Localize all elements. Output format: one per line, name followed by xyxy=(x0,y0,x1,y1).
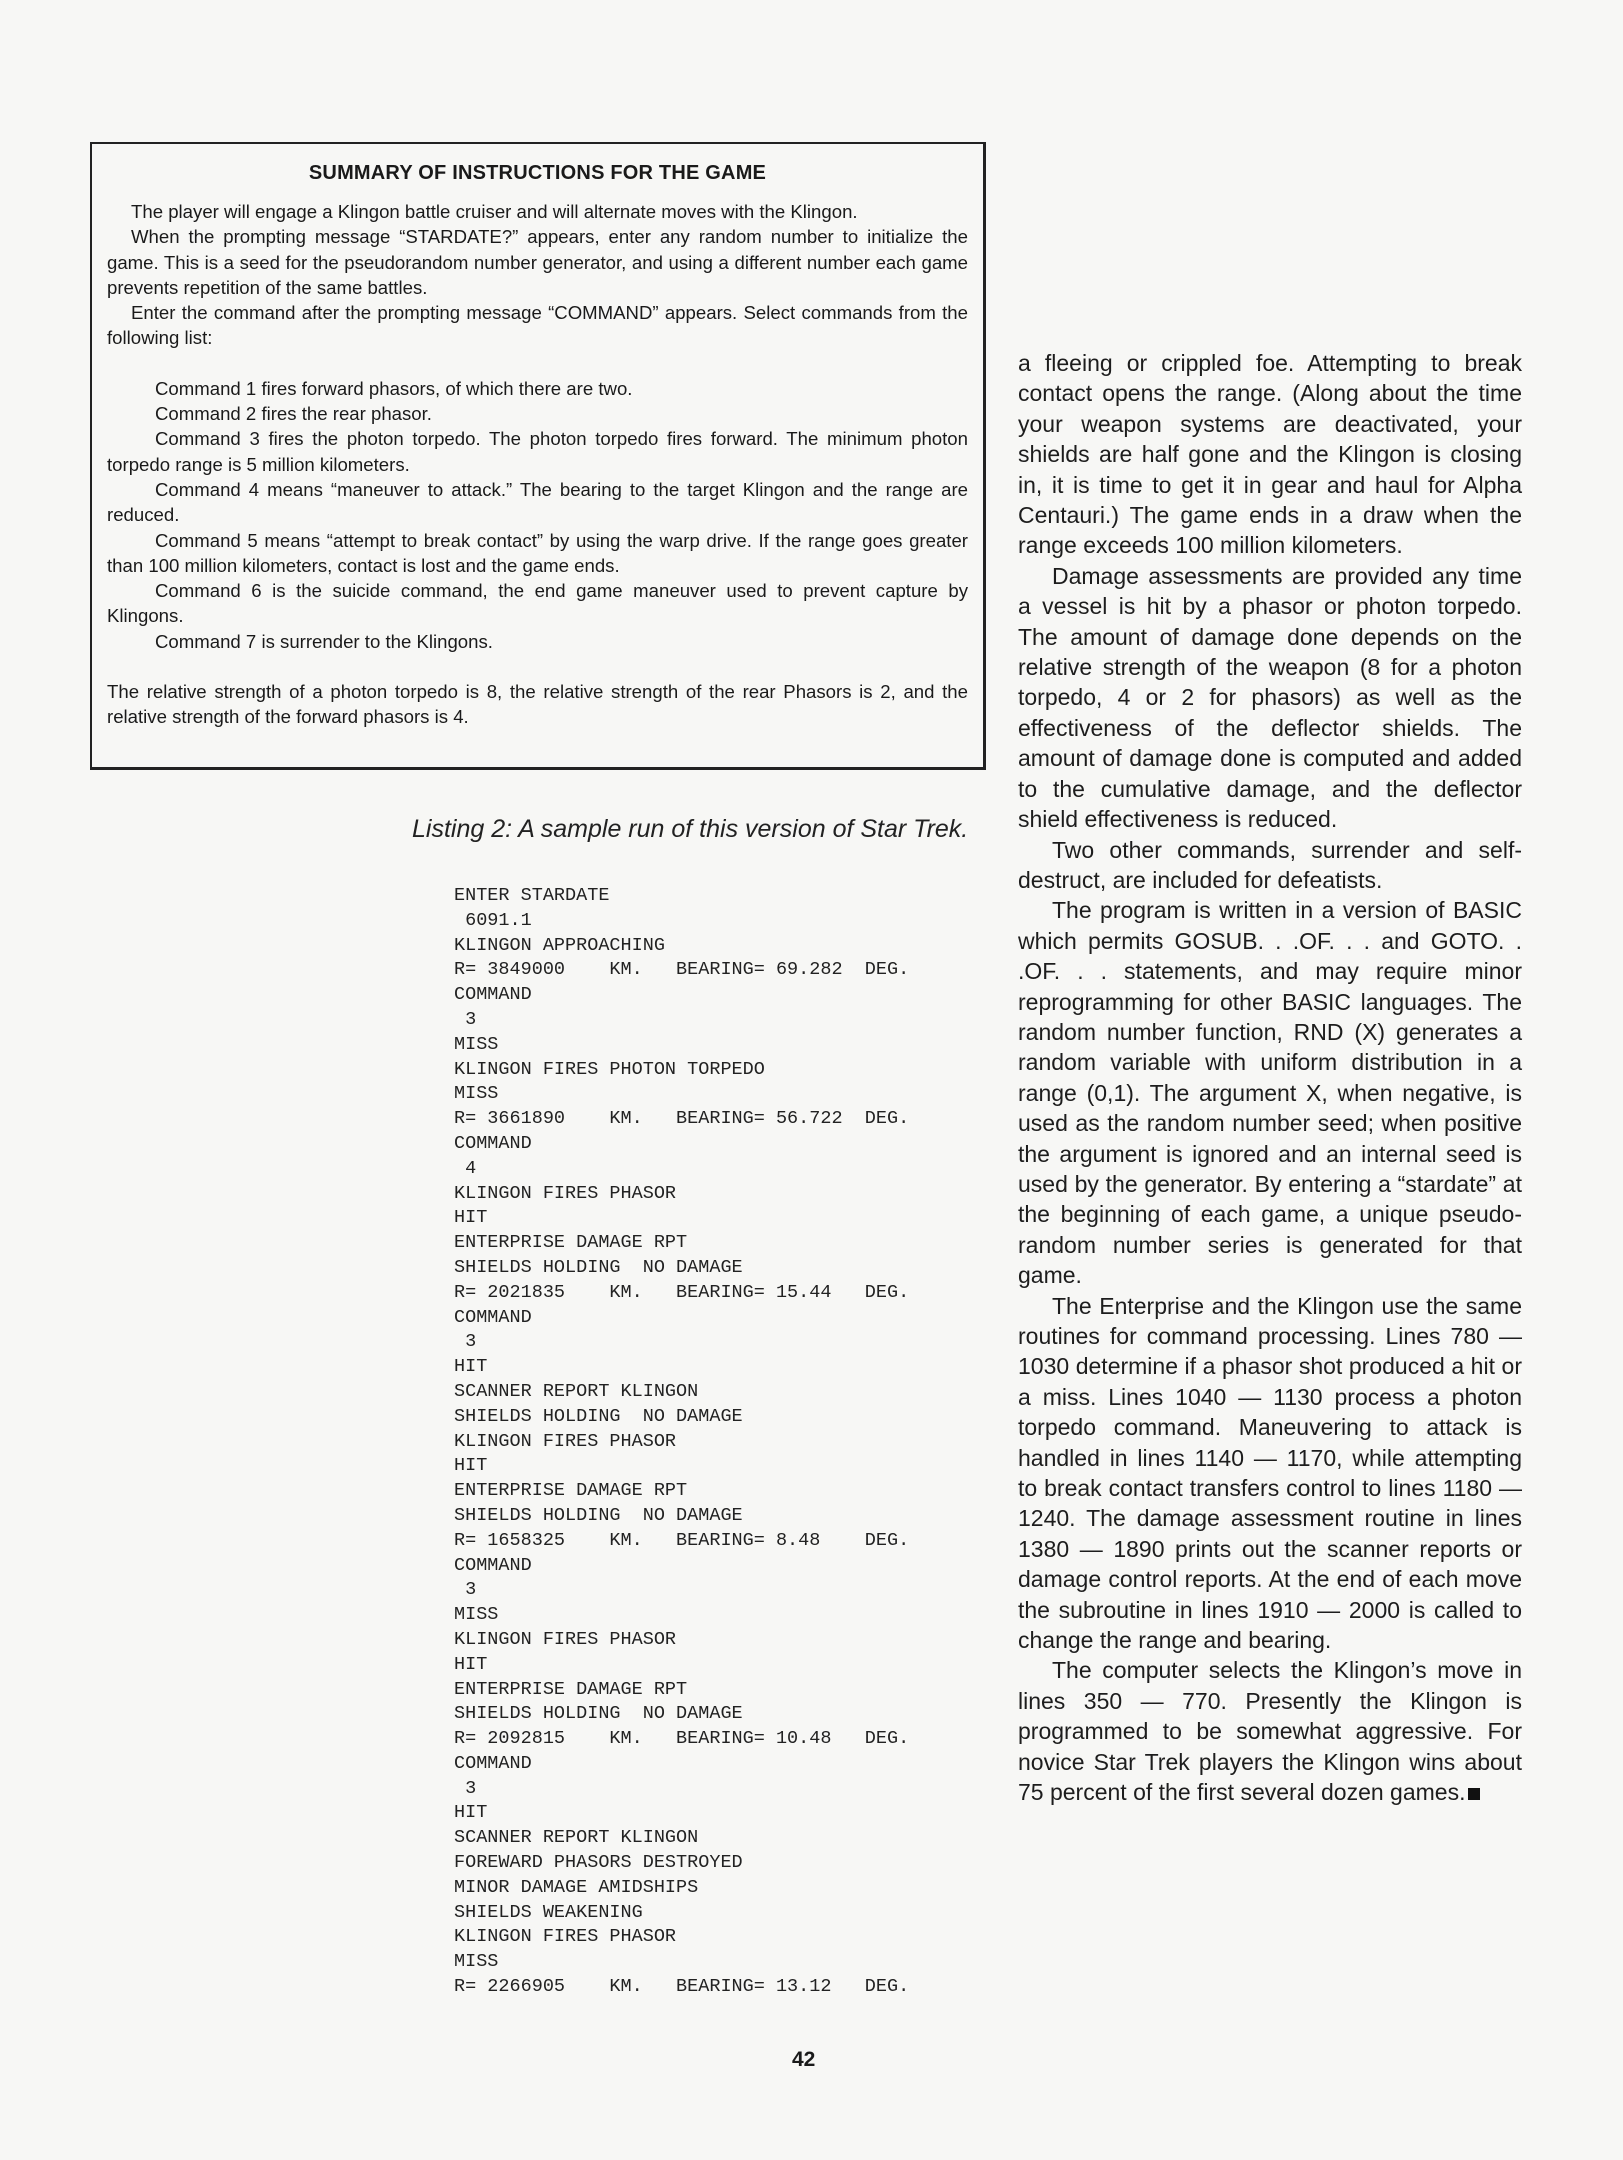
listing-line: KLINGON FIRES PHASOR xyxy=(454,1926,677,1948)
listing-line: COMMAND xyxy=(454,1132,532,1154)
summary-title: SUMMARY OF INSTRUCTIONS FOR THE GAME xyxy=(308,162,767,184)
listing-line: SHIELDS HOLDING NO DAMAGE xyxy=(454,1256,743,1278)
summary-intro: The player will engage a Klingon battle cruiser and will alternate moves with the Klingon. xyxy=(131,201,858,222)
listing-line: 3 xyxy=(454,1579,477,1601)
listing-line: ENTER STARDATE xyxy=(454,885,610,906)
summary-footer: The relative strength of a photon torpedo is 8, the relative strength of the rear Phasors is 2, and the relative strength of the forward phasors is 4. xyxy=(107,681,968,728)
end-mark-icon xyxy=(1468,1788,1480,1800)
listing-line: SHIELDS HOLDING NO DAMAGE xyxy=(454,1405,743,1427)
listing-line: MISS xyxy=(454,1083,499,1105)
listing-line: HIT xyxy=(454,1207,488,1229)
listing-line: 3 xyxy=(454,1331,477,1353)
listing-line: MISS xyxy=(454,1951,499,1973)
article-paragraph: The program is written in a version of BASIC which permits GOSUB. . .OF. . . and GOTO. . .OF. . . statements, and may require minor reprogramming for other BASIC languages. The random number function, RND (X) generates a random variable with uniform distribution in a range (0,1). The argument X, when negative, is used as the random number seed; when positive the argument is ignored and an internal seed is used by the generator. By entering a “stardate” at the beginning of each game, a unique pseudo-random number series is generated for that game. xyxy=(1018,897,1522,1289)
listing-line: KLINGON FIRES PHOTON TORPEDO xyxy=(454,1058,765,1080)
command-item: Command 5 means “attempt to break contact” by using the warp drive. If the range goes greater than 100 million kilometers, contact is lost and the game ends. xyxy=(107,529,968,576)
listing-line: ENTERPRISE DAMAGE RPT xyxy=(454,1232,688,1254)
listing-line: 3 xyxy=(454,1777,477,1799)
listing-line: MISS xyxy=(454,1604,499,1626)
summary-box xyxy=(90,142,986,770)
listing-line: SHIELDS WEAKENING xyxy=(454,1901,643,1923)
summary-intro: When the prompting message “STARDATE?” appears, enter any random number to initialize the game. This is a seed for the pseudorandom number generator, and using a different number each game prevents repetition of the same battles. xyxy=(107,226,968,298)
listing-line: SHIELDS HOLDING NO DAMAGE xyxy=(454,1504,743,1526)
listing-line: COMMAND xyxy=(454,984,532,1006)
listing-line: KLINGON FIRES PHASOR xyxy=(454,1182,677,1204)
command-item: Command 2 fires the rear phasor. xyxy=(155,403,432,425)
listing-line: R= 1658325 KM. BEARING= 8.48 DEG. xyxy=(454,1529,910,1551)
listing-line: KLINGON FIRES PHASOR xyxy=(454,1430,677,1452)
listing-line: SHIELDS HOLDING NO DAMAGE xyxy=(454,1703,743,1725)
article-paragraph: The Enterprise and the Klingon use the same routines for command processing. Lines 780 — 1030 determine if a phasor shot produced a hit or a miss. Lines 1040 — 1130 process a photon torpedo command. Maneuvering to attack is handled in lines 1140 — 1170, while attempting to break contact transfers control to lines 1180 — 1240. The damage assessment routine in lines 1380 — 1890 prints out the scanner reports or damage control reports. At the end of each move the subroutine in lines 1910 — 2000 is called to change the range and bearing. xyxy=(1018,1292,1522,1654)
listing-line: KLINGON FIRES PHASOR xyxy=(454,1628,677,1650)
listing-caption: Listing 2: A sample run of this version of Star Trek. xyxy=(412,815,969,843)
article-paragraph-text: The computer selects the Klingon’s move in lines 350 — 770. Presently the Klingon is programmed to be somewhat aggressive. For novice Star Trek players the Klingon wins about 75 percent of the first several dozen games. xyxy=(1018,1657,1522,1806)
command-item: Command 7 is surrender to the Klingons. xyxy=(155,630,493,652)
summary-intro: Enter the command after the prompting message “COMMAND” appears. Select commands from the following list: xyxy=(107,302,968,349)
listing-line: R= 3661890 KM. BEARING= 56.722 DEG. xyxy=(454,1108,910,1130)
article-paragraph xyxy=(1018,1655,1522,1807)
listing-line: COMMAND xyxy=(454,1554,532,1576)
command-item: Command 4 means “maneuver to attack.” The bearing to the target Klingon and the range are reduced. xyxy=(107,478,968,526)
listing-line: SCANNER REPORT KLINGON xyxy=(454,1827,699,1849)
article-paragraph: Damage assessments are provided any time a vessel is hit by a phasor or photon torpedo. The amount of damage done depends on the relative strength of the weapon (8 for a photon torpedo, 4 or 2 for phasors) as well as the effectiveness of the deflector shields. The amount of damage done is computed and added to the cumulative damage, and the deflector shield effectiveness is reduced. xyxy=(1018,562,1522,833)
article-paragraph: Two other commands, surrender and self-destruct, are included for defeatists. xyxy=(1018,836,1522,893)
listing-line: 4 xyxy=(454,1157,477,1179)
listing-line: SCANNER REPORT KLINGON xyxy=(454,1380,699,1402)
listing-line: R= 3849000 KM. BEARING= 69.282 DEG. xyxy=(454,959,910,981)
listing-line: 3 xyxy=(454,1008,477,1030)
listing-line: HIT xyxy=(454,1653,488,1675)
listing-line: COMMAND xyxy=(454,1752,532,1774)
command-item: Command 1 fires forward phasors, of which there are two. xyxy=(155,377,633,399)
listing-line: MISS xyxy=(454,1033,499,1055)
listing-line: ENTERPRISE DAMAGE RPT xyxy=(454,1678,688,1700)
listing-line: HIT xyxy=(454,1802,488,1824)
article-paragraph: a fleeing or crippled foe. Attempting to break contact opens the range. (Along about the time your weapon systems are deactivated, your shields are half gone and the Klingon is closing in, it is time to get it in gear and haul for Alpha Centauri.) The game ends in a draw when the range exceeds 100 million kilometers. xyxy=(1018,350,1522,559)
listing-line: R= 2021835 KM. BEARING= 15.44 DEG. xyxy=(454,1281,910,1303)
listing-code xyxy=(454,884,909,2000)
listing-line: HIT xyxy=(454,1356,488,1378)
article-column xyxy=(1018,348,1522,1808)
listing-line: HIT xyxy=(454,1455,488,1477)
listing-line: 6091.1 xyxy=(454,909,532,931)
listing-line: MINOR DAMAGE AMIDSHIPS xyxy=(454,1876,699,1898)
listing-line: KLINGON APPROACHING xyxy=(454,934,665,956)
listing-line: ENTERPRISE DAMAGE RPT xyxy=(454,1480,688,1502)
command-item: Command 6 is the suicide command, the end game maneuver used to prevent capture by Klingons. xyxy=(107,580,968,627)
listing-line: FOREWARD PHASORS DESTROYED xyxy=(454,1852,743,1874)
page-number: 42 xyxy=(792,2048,816,2071)
listing-line: R= 2092815 KM. BEARING= 10.48 DEG. xyxy=(454,1728,910,1750)
listing-line: COMMAND xyxy=(454,1306,532,1328)
listing-line: R= 2266905 KM. BEARING= 13.12 DEG. xyxy=(454,1976,910,1998)
command-item: Command 3 fires the photon torpedo. The photon torpedo fires forward. The minimum photon torpedo range is 5 million kilometers. xyxy=(107,428,968,475)
